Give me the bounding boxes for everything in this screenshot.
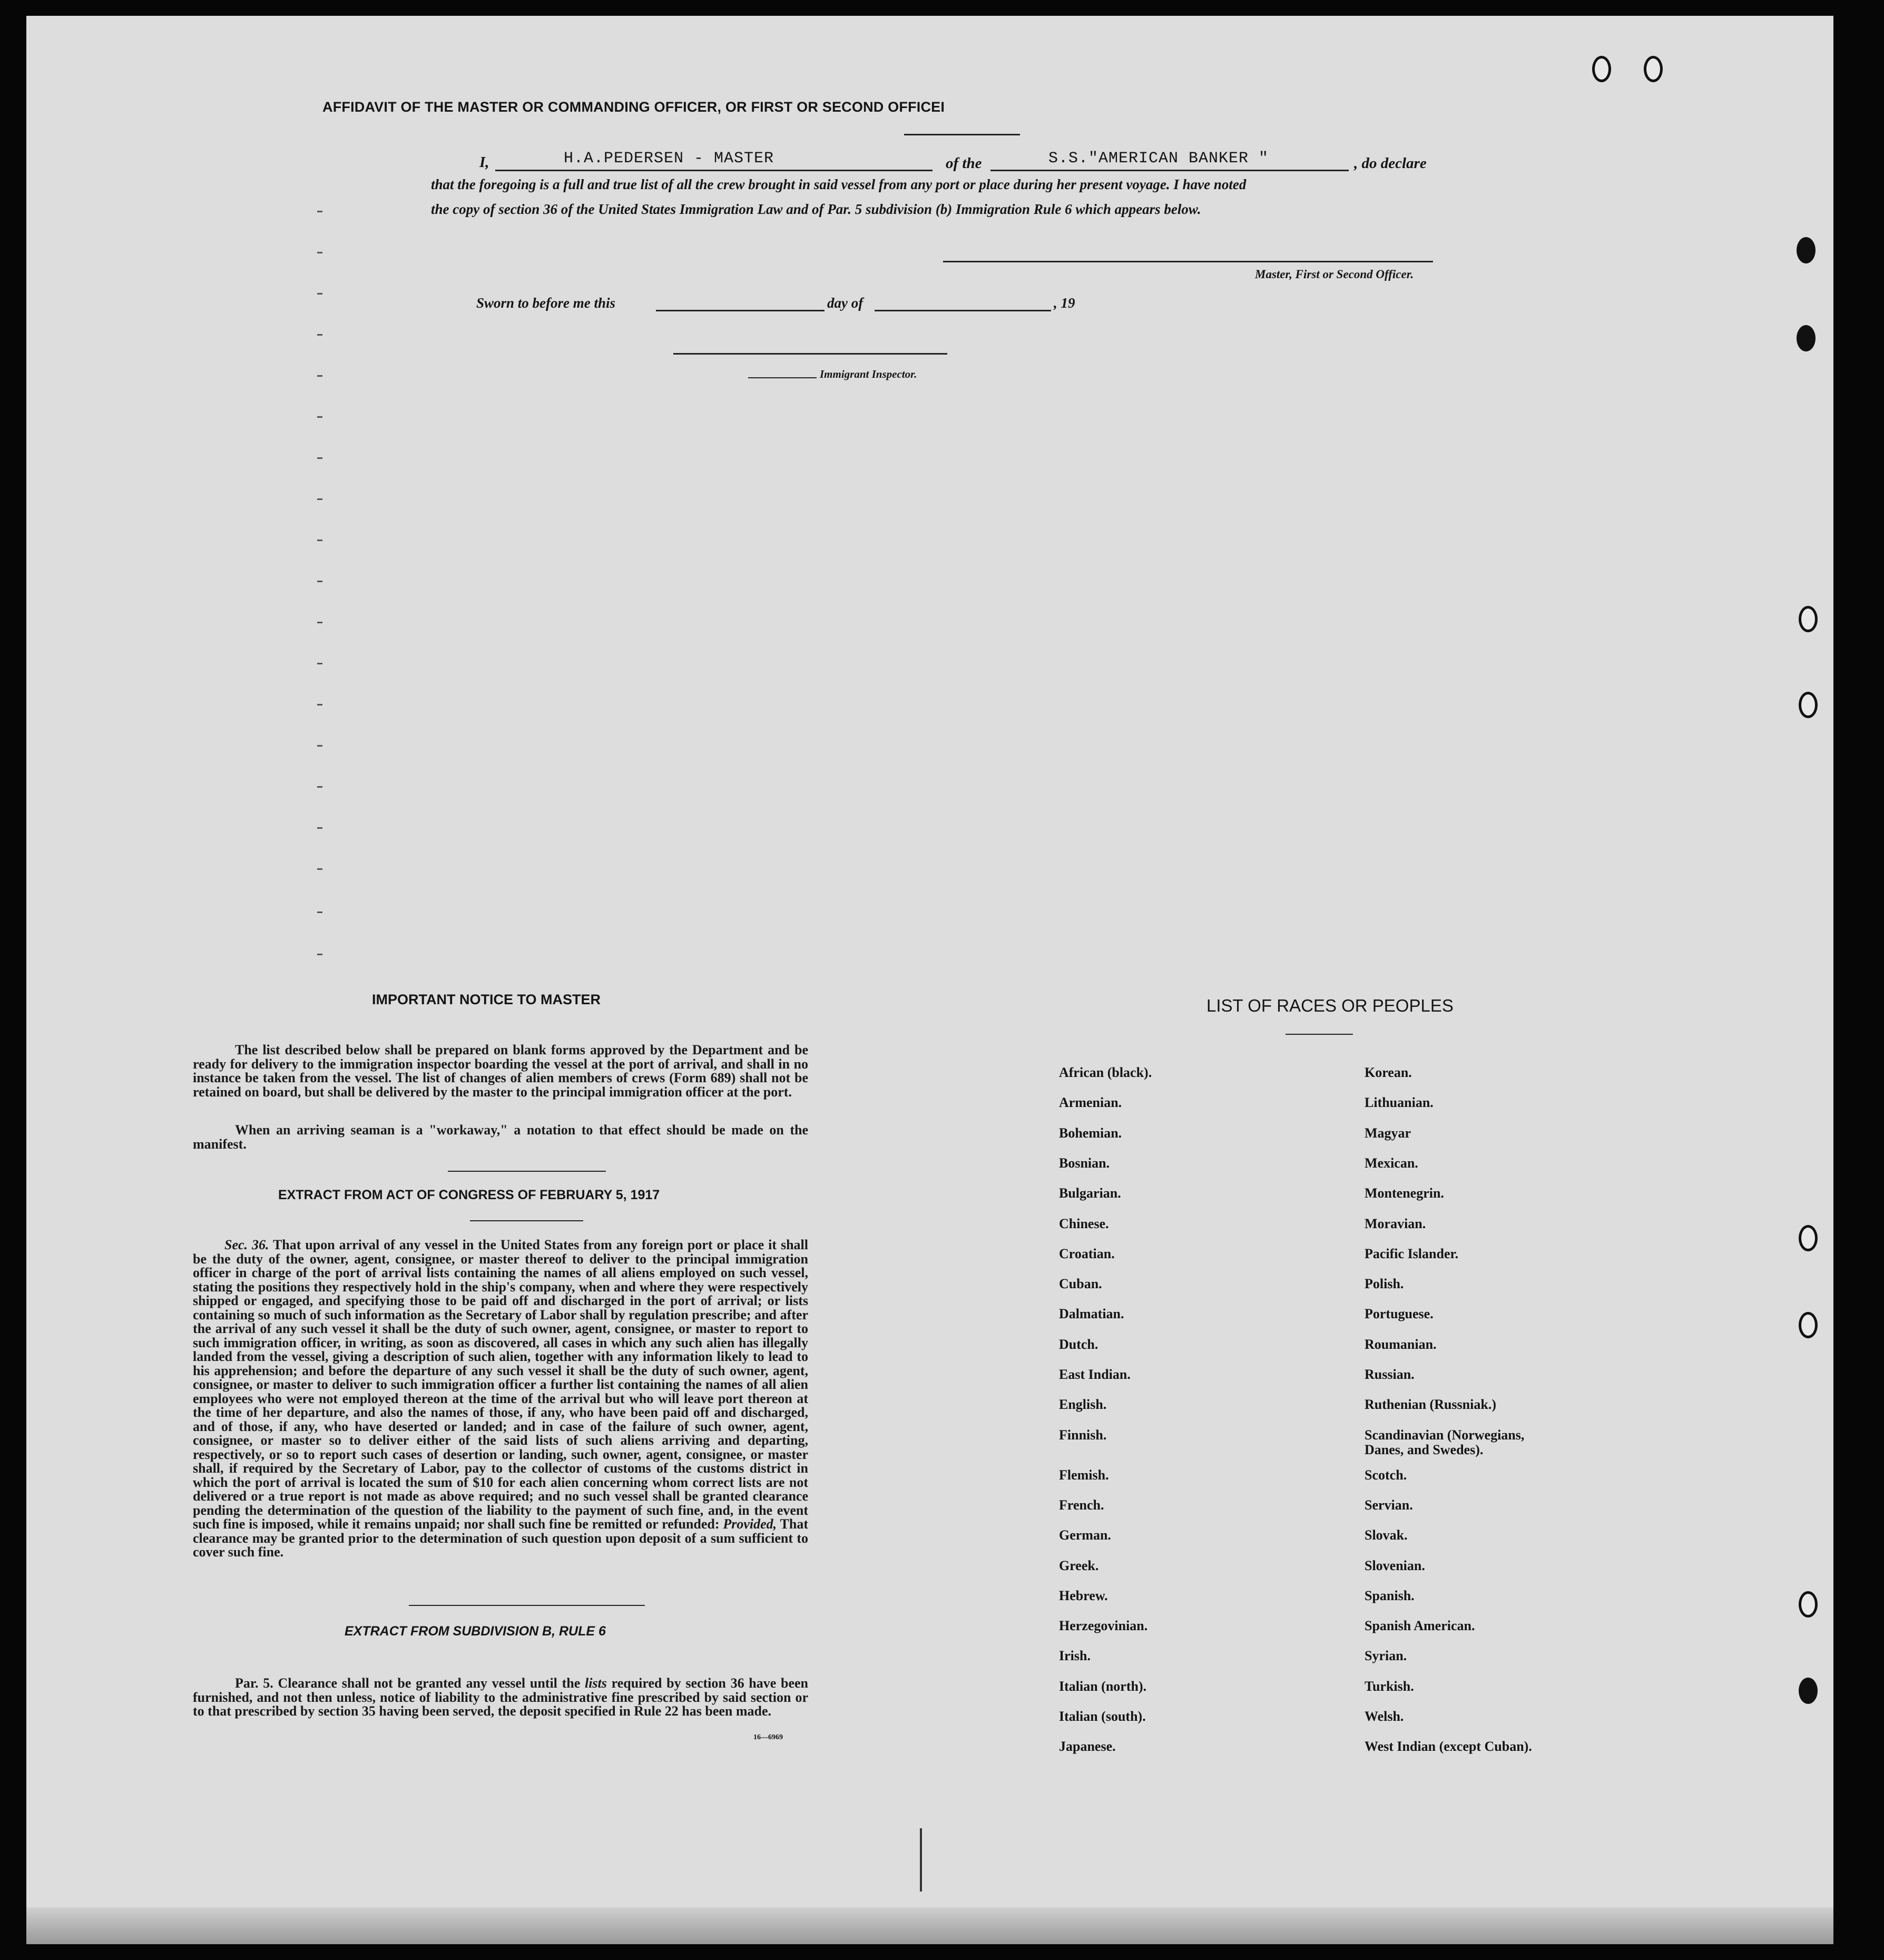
notice-paragraph-1: The list described below shall be prepared on blank forms approved by the Department and be ready for delivery to the immigration inspector boarding the vessel at the port of arrival, and shall in no instance be taken from the vessel. The list of changes of alien members of crews (Form 689) shall not be retained on board, but shall be delivered by the master to the principal immigration officer at the port. [193, 1042, 808, 1100]
race-item: Spanish American. [1365, 1618, 1475, 1634]
sworn-label: Sworn to before me this [476, 295, 616, 311]
races-title: LIST OF RACES OR PEOPLES [1206, 996, 1454, 1015]
title-underline [904, 134, 1020, 135]
race-item: Scandinavian (Norwegians, Danes, and Swedes). [1365, 1427, 1525, 1457]
extract-act-text [193, 1238, 808, 1560]
inspector-signature-line [673, 353, 947, 355]
inspector-label: Immigrant Inspector. [820, 368, 917, 380]
margin-tick [317, 293, 322, 295]
races-title-divider [1286, 1034, 1353, 1035]
race-item: Servian. [1365, 1497, 1413, 1513]
affidavit-line-3: the copy of section 36 of the United States Immigration Law and of Par. 5 subdivision (b) Immigration Rule 6 which appears below. [431, 201, 1201, 217]
race-item: Finnish. [1059, 1427, 1107, 1443]
binder-hole-right-5 [1799, 1225, 1818, 1251]
margin-tick [317, 786, 322, 788]
fold-crease [920, 1828, 922, 1892]
race-item: Russian. [1365, 1367, 1415, 1382]
race-item: Slovak. [1365, 1527, 1408, 1543]
margin-tick [317, 704, 322, 705]
margin-tick [317, 252, 322, 253]
margin-tick [317, 334, 322, 336]
race-item: German. [1059, 1527, 1111, 1543]
affidavit-line-2: that the foregoing is a full and true list of all the crew brought in said vessel from any port or place during her present voyage. I have noted [431, 177, 1247, 192]
do-declare-label: , do declare [1354, 155, 1427, 172]
race-item: Italian (south). [1059, 1709, 1146, 1724]
extract-act-divider [470, 1220, 583, 1221]
master-signature-label: Master, First or Second Officer. [1255, 268, 1414, 281]
margin-tick [317, 581, 322, 582]
year-label: , 19 [1054, 295, 1075, 311]
race-item: Armenian. [1059, 1095, 1122, 1111]
race-item: Magyar [1365, 1125, 1411, 1141]
sworn-month-line [875, 310, 1051, 311]
race-item: African (black). [1059, 1065, 1152, 1080]
race-item: Syrian. [1365, 1648, 1407, 1664]
sworn-day-line [656, 310, 825, 311]
race-item: Irish. [1059, 1648, 1091, 1664]
race-item: Flemish. [1059, 1467, 1109, 1483]
binder-hole-right-7 [1799, 1591, 1818, 1618]
master-signature-line [943, 261, 1433, 262]
margin-tick [317, 498, 322, 500]
par-5-text: Par. 5. Clearance shall not be granted any vessel until the [235, 1675, 585, 1691]
sec-36-text: That upon arrival of any vessel in the United States from any foreign port or place it shall be the duty of the owner, agent, consignee, or master thereof to deliver to the principal immigration officer in charge of the port of arrival lists containing the names of all aliens employed on such vessel, stating the positions they respectively hold in the ship's company, when and where they were respectively shipped or engaged, and specifying those to be paid off and discharged in the port of arrival; or lists containing so much of such information as the Secretary of Labor shall by regulation prescribe; and after the arrival of any such vessel it shall be the duty of such owner, agent, consignee, or master to report to such immigration officer, in writing, as soon as discovered, all cases in which any such alien has illegally landed from the vessel, giving a description of such alien, together with any information likely to lead to his apprehension; and before the departure of any such vessel it shall be the duty of such owner, agent, consignee, or master to deliver to such immigration officer a further list containing the names of all alien employees who were not employed thereon at the time of the arrival but who will leave port thereon at the time of her departure, and also the names of those, if any, who have been paid off and discharged, and of those, if any, who have deserted or landed; and in case of the failure of such owner, agent, consignee, or master so to deliver either of the said lists of such aliens arriving and departing, respectively, or so to report such cases of desertion or landing, such owner, agent, consignee, or master shall, if required by the Secretary of Labor, pay to the collector of customs of the customs district in which the port of arrival is located the sum of $10 for each alien concerning whom correct lists are not delivered or a true report is not made as above required; and no such vessel shall be granted clearance pending the determination of the question of the liability to the payment of such fine, and, in the event such fine is imposed, while it remains unpaid; nor shall such fine be remitted or refunded: [193, 1237, 808, 1532]
race-item: Welsh. [1365, 1709, 1404, 1724]
extract-act-end-divider [409, 1605, 645, 1606]
binder-hole-right-2 [1797, 325, 1816, 351]
binder-hole-top-2 [1644, 56, 1663, 82]
affidavit-title: AFFIDAVIT OF THE MASTER OR COMMANDING OFFICER, OR FIRST OR SECOND OFFICEI [322, 99, 945, 115]
margin-tick [317, 954, 322, 955]
race-item: Spanish. [1365, 1587, 1415, 1603]
race-item: Roumanian. [1365, 1336, 1437, 1352]
margin-tick [317, 211, 322, 212]
sec-label: Sec. 36. [224, 1237, 269, 1252]
race-item: English. [1059, 1397, 1107, 1413]
binder-hole-right-8 [1799, 1678, 1818, 1704]
race-item: Turkish. [1365, 1678, 1414, 1694]
race-item: Italian (north). [1059, 1678, 1147, 1694]
race-item: Portuguese. [1365, 1306, 1434, 1322]
bottom-edge-shadow [26, 1907, 1833, 1944]
i-label: I, [479, 154, 489, 171]
race-item: Korean. [1365, 1065, 1412, 1080]
margin-tick [317, 663, 322, 664]
margin-tick [317, 827, 322, 829]
lists-word: lists [584, 1675, 607, 1691]
race-item: Chinese. [1059, 1216, 1109, 1231]
par-5-text-end: required by section 36 have been furnished, and not then unless, notice of liability to the administrative fine prescribed by said section or to that prescribed by section 35 having been served, the deposit specified in Rule 22 has been made. [193, 1675, 809, 1719]
margin-tick [317, 745, 322, 747]
race-item: Pacific Islander. [1365, 1246, 1459, 1261]
race-item: Scotch. [1365, 1467, 1407, 1483]
race-item: Bohemian. [1059, 1125, 1122, 1141]
document-page [26, 16, 1833, 1944]
binder-hole-right-3 [1799, 606, 1818, 632]
provided-label: Provided, [723, 1516, 777, 1532]
binder-hole-top-1 [1592, 56, 1611, 82]
inspector-short-line [748, 377, 817, 378]
race-item: Herzegovinian. [1059, 1618, 1148, 1634]
race-item: Greek. [1059, 1557, 1099, 1573]
race-item: West Indian (except Cuban). [1365, 1739, 1532, 1755]
race-item: Dalmatian. [1059, 1306, 1124, 1322]
race-item: East Indian. [1059, 1367, 1131, 1382]
margin-tick [317, 912, 322, 913]
of-the-label: of the [946, 155, 982, 172]
race-item: Montenegrin. [1365, 1185, 1444, 1201]
master-name-value: H.A.PEDERSEN - MASTER [564, 150, 774, 168]
margin-tick [317, 868, 322, 870]
race-item: Croatian. [1059, 1246, 1115, 1261]
extract-act-title: EXTRACT FROM ACT OF CONGRESS OF FEBRUARY 5, 1917 [278, 1188, 660, 1202]
margin-tick [317, 540, 322, 541]
margin-tick [317, 622, 322, 623]
notice-title: IMPORTANT NOTICE TO MASTER [372, 992, 601, 1007]
form-number: 16—6969 [753, 1733, 783, 1741]
day-of-label: day of [827, 295, 863, 311]
binder-hole-right-1 [1797, 237, 1816, 263]
binder-hole-right-6 [1799, 1312, 1818, 1338]
name-line [495, 170, 933, 171]
binder-hole-right-4 [1799, 692, 1818, 718]
race-item: French. [1059, 1497, 1104, 1513]
race-item: Ruthenian (Russniak.) [1365, 1397, 1496, 1413]
race-item: Cuban. [1059, 1276, 1102, 1292]
race-item: Japanese. [1059, 1739, 1116, 1755]
race-item: Mexican. [1365, 1155, 1418, 1171]
margin-tick [317, 457, 322, 459]
margin-tick [317, 375, 322, 377]
race-item: Polish. [1365, 1276, 1404, 1292]
race-item: Dutch. [1059, 1336, 1098, 1352]
extract-rule-text [193, 1677, 808, 1719]
race-item: Lithuanian. [1365, 1095, 1434, 1111]
vessel-line [990, 170, 1349, 171]
notice-paragraph-2: When an arriving seaman is a "workaway," a notation to that effect should be made on the manifest. [193, 1122, 808, 1152]
race-item: Bosnian. [1059, 1155, 1110, 1171]
notice-divider [448, 1171, 606, 1172]
race-item: Moravian. [1365, 1216, 1426, 1231]
sec-36-text-end: That clearance may be granted prior to the determination of such question upon deposit of a sum sufficient to cover such fine. [193, 1516, 808, 1560]
race-item: Slovenian. [1365, 1557, 1425, 1573]
margin-tick [317, 416, 322, 418]
race-item: Bulgarian. [1059, 1185, 1121, 1201]
extract-rule-title: EXTRACT FROM SUBDIVISION B, RULE 6 [345, 1624, 606, 1639]
race-item: Hebrew. [1059, 1587, 1108, 1603]
vessel-name-value: S.S."AMERICAN BANKER " [1048, 150, 1269, 168]
